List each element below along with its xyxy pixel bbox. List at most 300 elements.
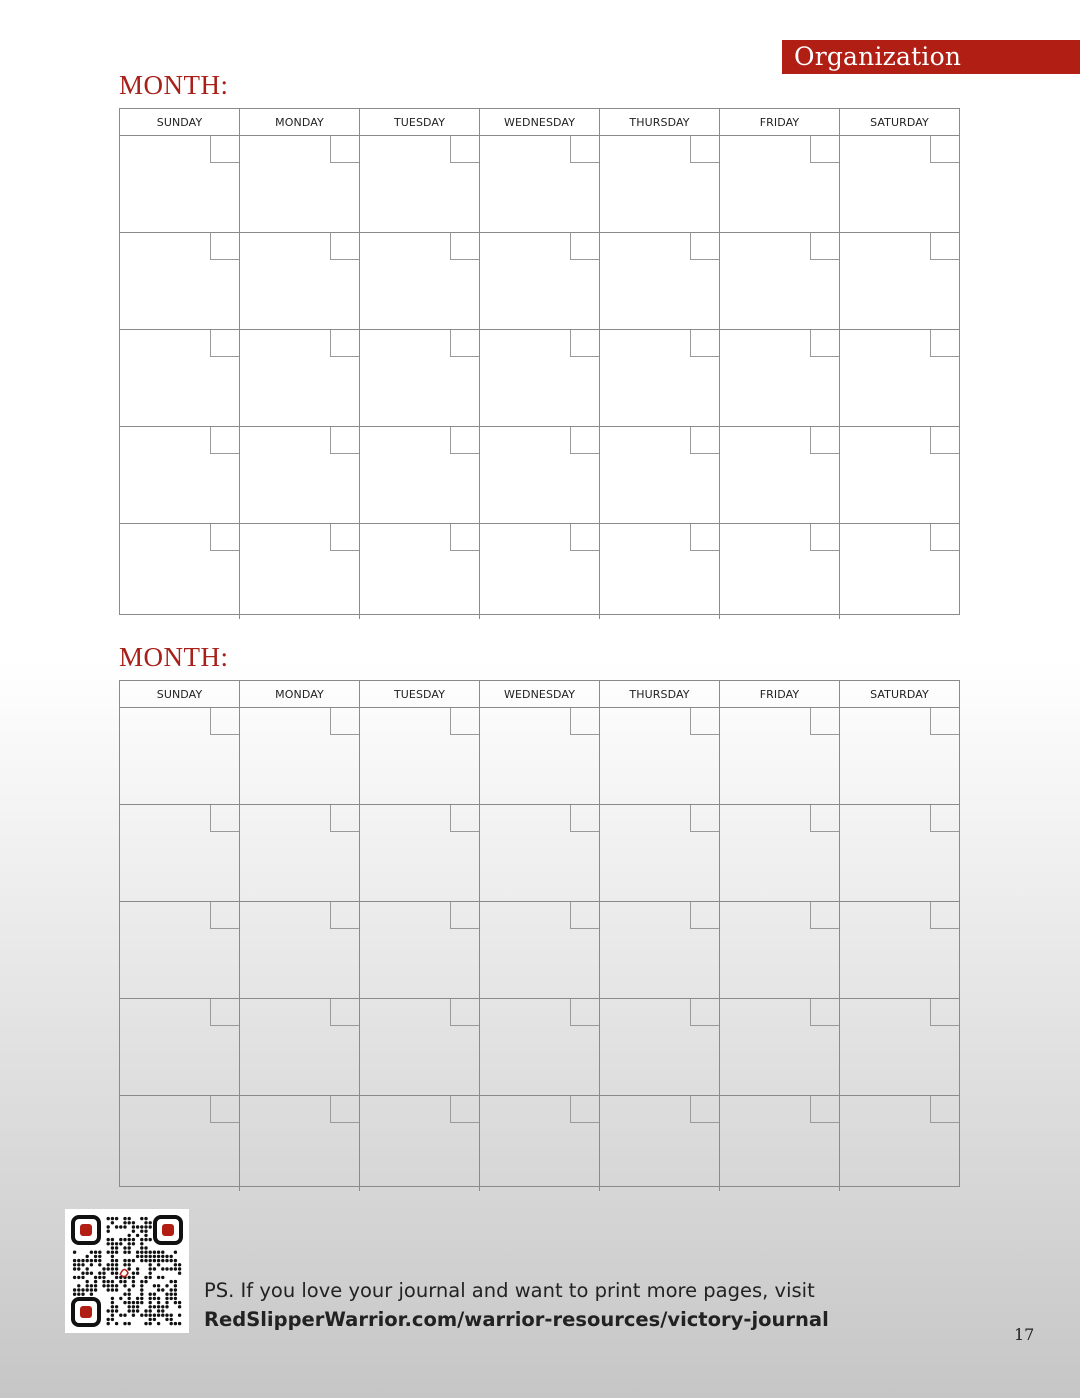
qr-module (140, 1280, 143, 1283)
qr-module (136, 1301, 139, 1304)
day-cell[interactable] (720, 136, 840, 232)
qr-module (73, 1288, 76, 1291)
day-cell[interactable] (240, 1096, 360, 1191)
date-number-box[interactable] (450, 708, 479, 735)
journal-url-link[interactable]: RedSlipperWarrior.com/warrior-resources/victory-journal (204, 1308, 829, 1331)
day-cell[interactable] (240, 330, 360, 426)
date-number-box[interactable] (570, 524, 599, 551)
day-cell[interactable] (240, 427, 360, 523)
qr-module (111, 1272, 114, 1275)
day-cell[interactable] (240, 524, 360, 619)
date-number-box[interactable] (210, 136, 239, 163)
day-cell[interactable] (120, 524, 240, 619)
date-number-box[interactable] (330, 330, 359, 357)
qr-module (161, 1276, 164, 1279)
qr-module (170, 1259, 173, 1262)
date-number-box[interactable] (810, 708, 839, 735)
qr-module (81, 1288, 84, 1291)
date-number-box[interactable] (930, 902, 959, 929)
week-row (120, 999, 959, 1096)
date-number-box[interactable] (930, 1096, 959, 1123)
qr-module (140, 1217, 143, 1220)
date-number-box[interactable] (930, 999, 959, 1026)
qr-module (153, 1305, 156, 1308)
date-number-box[interactable] (690, 136, 719, 163)
date-number-box[interactable] (570, 902, 599, 929)
date-number-box[interactable] (930, 524, 959, 551)
qr-module (165, 1293, 168, 1296)
qr-module (128, 1297, 131, 1300)
day-cell[interactable] (360, 999, 480, 1095)
day-cell[interactable] (120, 902, 240, 998)
day-cell[interactable] (840, 136, 959, 232)
day-cell[interactable] (240, 233, 360, 329)
qr-module (170, 1267, 173, 1270)
qr-module (153, 1297, 156, 1300)
day-cell[interactable] (480, 805, 600, 901)
qr-module (128, 1305, 131, 1308)
qr-module (107, 1318, 110, 1321)
qr-module (111, 1309, 114, 1312)
day-cell[interactable] (840, 330, 959, 426)
qr-module (157, 1322, 160, 1325)
date-number-box[interactable] (570, 1096, 599, 1123)
day-cell[interactable] (840, 524, 959, 619)
qr-module (128, 1238, 131, 1241)
qr-module (132, 1280, 135, 1283)
day-cell[interactable] (720, 708, 840, 804)
day-cell[interactable] (840, 1096, 959, 1191)
qr-module (73, 1293, 76, 1296)
qr-module (149, 1238, 152, 1241)
date-number-box[interactable] (210, 999, 239, 1026)
month-label: MONTH: (119, 70, 229, 100)
qr-module (111, 1242, 114, 1245)
qr-module (132, 1301, 135, 1304)
qr-module (153, 1284, 156, 1287)
qr-module (132, 1225, 135, 1228)
qr-module (102, 1276, 105, 1279)
qr-module (107, 1280, 110, 1283)
qr-module (81, 1293, 84, 1296)
day-cell[interactable] (120, 233, 240, 329)
day-cell[interactable] (120, 136, 240, 232)
date-number-box[interactable] (210, 902, 239, 929)
qr-module (153, 1255, 156, 1258)
week-row (120, 902, 959, 999)
day-cell[interactable] (480, 999, 600, 1095)
qr-module (132, 1314, 135, 1317)
date-number-box[interactable] (330, 1096, 359, 1123)
day-cell[interactable] (720, 330, 840, 426)
day-cell[interactable] (720, 902, 840, 998)
day-cell[interactable] (720, 524, 840, 619)
day-header: FRIDAY (720, 109, 840, 135)
qr-module (77, 1267, 80, 1270)
qr-code-icon (65, 1209, 189, 1333)
day-header: FRIDAY (720, 681, 840, 707)
qr-module (140, 1284, 143, 1287)
qr-module (178, 1272, 181, 1275)
day-cell[interactable] (120, 330, 240, 426)
day-cell[interactable] (120, 999, 240, 1095)
date-number-box[interactable] (930, 805, 959, 832)
day-cell[interactable] (600, 330, 720, 426)
day-cell[interactable] (360, 524, 480, 619)
date-number-box[interactable] (450, 805, 479, 832)
date-number-box[interactable] (810, 427, 839, 454)
date-number-box[interactable] (810, 136, 839, 163)
qr-module (157, 1263, 160, 1266)
day-cell[interactable] (120, 805, 240, 901)
date-number-box[interactable] (450, 524, 479, 551)
qr-module (107, 1238, 110, 1241)
day-cell[interactable] (840, 708, 959, 804)
qr-module (140, 1301, 143, 1304)
qr-module (123, 1251, 126, 1254)
date-number-box[interactable] (690, 233, 719, 260)
qr-module (111, 1284, 114, 1287)
qr-module (140, 1255, 143, 1258)
date-number-box[interactable] (210, 524, 239, 551)
section-tab: Organization (782, 40, 1080, 74)
qr-module (115, 1217, 118, 1220)
qr-module (165, 1314, 168, 1317)
day-cell[interactable] (720, 1096, 840, 1191)
qr-module (94, 1280, 97, 1283)
qr-module (115, 1263, 118, 1266)
day-cell[interactable] (600, 999, 720, 1095)
month-label: MONTH: (119, 642, 229, 672)
qr-module (111, 1288, 114, 1291)
qr-module (90, 1251, 93, 1254)
qr-module (73, 1267, 76, 1270)
qr-module (144, 1238, 147, 1241)
qr-module (98, 1259, 101, 1262)
day-cell[interactable] (840, 233, 959, 329)
qr-module (115, 1322, 118, 1325)
date-number-box[interactable] (450, 136, 479, 163)
qr-module (140, 1293, 143, 1296)
day-cell[interactable] (360, 1096, 480, 1191)
qr-module (98, 1255, 101, 1258)
qr-module (132, 1242, 135, 1245)
qr-module (144, 1225, 147, 1228)
qr-module (77, 1284, 80, 1287)
date-number-box[interactable] (930, 427, 959, 454)
qr-module (123, 1225, 126, 1228)
qr-module (149, 1309, 152, 1312)
qr-module (149, 1318, 152, 1321)
day-cell[interactable] (480, 330, 600, 426)
qr-module (98, 1272, 101, 1275)
qr-module (119, 1314, 122, 1317)
day-cell[interactable] (120, 1096, 240, 1191)
date-number-box[interactable] (450, 1096, 479, 1123)
date-number-box[interactable] (330, 233, 359, 260)
date-number-box[interactable] (330, 427, 359, 454)
date-number-box[interactable] (450, 330, 479, 357)
qr-module (140, 1230, 143, 1233)
qr-module (107, 1284, 110, 1287)
qr-module (157, 1297, 160, 1300)
day-cell[interactable] (840, 805, 959, 901)
qr-module (86, 1255, 89, 1258)
qr-module (144, 1322, 147, 1325)
qr-module (102, 1272, 105, 1275)
date-number-box[interactable] (330, 999, 359, 1026)
day-cell[interactable] (600, 708, 720, 804)
date-number-box[interactable] (690, 427, 719, 454)
date-number-box[interactable] (930, 708, 959, 735)
qr-module (123, 1263, 126, 1266)
date-number-box[interactable] (690, 805, 719, 832)
date-number-box[interactable] (210, 233, 239, 260)
qr-module (140, 1259, 143, 1262)
qr-module (128, 1288, 131, 1291)
date-number-box[interactable] (450, 427, 479, 454)
qr-module (73, 1276, 76, 1279)
qr-module (149, 1272, 152, 1275)
date-number-box[interactable] (930, 136, 959, 163)
qr-module (128, 1246, 131, 1249)
day-header-row (120, 681, 959, 708)
day-cell[interactable] (480, 524, 600, 619)
day-cell[interactable] (480, 427, 600, 523)
date-number-box[interactable] (210, 330, 239, 357)
week-row (120, 427, 959, 524)
qr-module (94, 1284, 97, 1287)
qr-module (86, 1267, 89, 1270)
qr-module (123, 1301, 126, 1304)
date-number-box[interactable] (570, 233, 599, 260)
day-cell[interactable] (360, 233, 480, 329)
day-cell[interactable] (240, 999, 360, 1095)
date-number-box[interactable] (330, 708, 359, 735)
day-cell[interactable] (600, 427, 720, 523)
qr-module (90, 1259, 93, 1262)
date-number-box[interactable] (690, 524, 719, 551)
qr-module (140, 1251, 143, 1254)
day-cell[interactable] (600, 524, 720, 619)
qr-module (144, 1217, 147, 1220)
day-cell[interactable] (360, 427, 480, 523)
qr-module (77, 1263, 80, 1266)
qr-module (136, 1267, 139, 1270)
day-cell[interactable] (360, 805, 480, 901)
date-number-box[interactable] (810, 330, 839, 357)
qr-module (132, 1238, 135, 1241)
qr-module (94, 1251, 97, 1254)
date-number-box[interactable] (330, 902, 359, 929)
date-number-box[interactable] (810, 1096, 839, 1123)
qr-module (107, 1309, 110, 1312)
qr-module (157, 1305, 160, 1308)
qr-module (165, 1284, 168, 1287)
qr-module (111, 1263, 114, 1266)
date-number-box[interactable] (570, 136, 599, 163)
qr-module (128, 1267, 131, 1270)
qr-module (157, 1314, 160, 1317)
date-number-box[interactable] (210, 805, 239, 832)
qr-module (119, 1242, 122, 1245)
qr-module (111, 1217, 114, 1220)
qr-module (136, 1272, 139, 1275)
date-number-box[interactable] (810, 805, 839, 832)
qr-module (128, 1242, 131, 1245)
qr-module (174, 1301, 177, 1304)
qr-module (140, 1238, 143, 1241)
qr-module (86, 1280, 89, 1283)
qr-module (153, 1251, 156, 1254)
qr-module (157, 1251, 160, 1254)
day-cell[interactable] (240, 902, 360, 998)
qr-module (136, 1309, 139, 1312)
qr-module (174, 1284, 177, 1287)
qr-module (73, 1259, 76, 1262)
qr-module (149, 1297, 152, 1300)
qr-module (123, 1217, 126, 1220)
date-number-box[interactable] (690, 330, 719, 357)
qr-module (123, 1259, 126, 1262)
qr-module (115, 1284, 118, 1287)
day-cell[interactable] (360, 330, 480, 426)
qr-module (132, 1221, 135, 1224)
qr-module (119, 1225, 122, 1228)
day-cell[interactable] (480, 136, 600, 232)
qr-module (90, 1288, 93, 1291)
date-number-box[interactable] (570, 999, 599, 1026)
qr-module (178, 1314, 181, 1317)
qr-module (90, 1263, 93, 1266)
day-header: TUESDAY (360, 109, 480, 135)
qr-module (149, 1263, 152, 1266)
day-cell[interactable] (600, 136, 720, 232)
date-number-box[interactable] (810, 999, 839, 1026)
date-number-box[interactable] (570, 330, 599, 357)
qr-module (144, 1276, 147, 1279)
qr-module (132, 1305, 135, 1308)
day-cell[interactable] (480, 233, 600, 329)
date-number-box[interactable] (930, 233, 959, 260)
date-number-box[interactable] (930, 330, 959, 357)
qr-module (136, 1251, 139, 1254)
day-cell[interactable] (600, 805, 720, 901)
date-number-box[interactable] (450, 999, 479, 1026)
date-number-box[interactable] (210, 708, 239, 735)
qr-module (98, 1276, 101, 1279)
date-number-box[interactable] (210, 427, 239, 454)
day-cell[interactable] (240, 805, 360, 901)
qr-module (153, 1259, 156, 1262)
day-cell[interactable] (120, 708, 240, 804)
qr-module (115, 1305, 118, 1308)
week-row (120, 136, 959, 233)
day-cell[interactable] (600, 233, 720, 329)
date-number-box[interactable] (690, 999, 719, 1026)
date-number-box[interactable] (210, 1096, 239, 1123)
qr-module (170, 1280, 173, 1283)
qr-module (165, 1297, 168, 1300)
date-number-box[interactable] (450, 233, 479, 260)
date-number-box[interactable] (810, 233, 839, 260)
qr-module (81, 1263, 84, 1266)
qr-module (81, 1259, 84, 1262)
qr-module (111, 1314, 114, 1317)
date-number-box[interactable] (570, 708, 599, 735)
qr-module (136, 1297, 139, 1300)
day-cell[interactable] (360, 708, 480, 804)
day-cell[interactable] (720, 805, 840, 901)
day-cell[interactable] (840, 427, 959, 523)
day-cell[interactable] (480, 708, 600, 804)
date-number-box[interactable] (810, 902, 839, 929)
day-cell[interactable] (480, 902, 600, 998)
qr-module (123, 1284, 126, 1287)
date-number-box[interactable] (450, 902, 479, 929)
day-cell[interactable] (240, 136, 360, 232)
day-cell[interactable] (720, 999, 840, 1095)
day-cell[interactable] (480, 1096, 600, 1191)
qr-module (153, 1267, 156, 1270)
qr-module (107, 1230, 110, 1233)
qr-module (174, 1259, 177, 1262)
qr-module (149, 1225, 152, 1228)
day-cell[interactable] (720, 427, 840, 523)
day-header: MONDAY (240, 681, 360, 707)
week-row (120, 330, 959, 427)
day-cell[interactable] (720, 233, 840, 329)
day-cell[interactable] (840, 999, 959, 1095)
qr-module (86, 1272, 89, 1275)
qr-module (98, 1251, 101, 1254)
date-number-box[interactable] (690, 902, 719, 929)
day-cell[interactable] (600, 1096, 720, 1191)
qr-module (81, 1272, 84, 1275)
date-number-box[interactable] (570, 805, 599, 832)
date-number-box[interactable] (330, 136, 359, 163)
qr-module (111, 1255, 114, 1258)
day-cell[interactable] (360, 136, 480, 232)
day-header: TUESDAY (360, 681, 480, 707)
qr-module (161, 1259, 164, 1262)
day-cell[interactable] (360, 902, 480, 998)
day-cell[interactable] (120, 427, 240, 523)
qr-module (153, 1293, 156, 1296)
date-number-box[interactable] (570, 427, 599, 454)
qr-module (161, 1255, 164, 1258)
date-number-box[interactable] (690, 708, 719, 735)
qr-module (165, 1259, 168, 1262)
qr-module (128, 1221, 131, 1224)
qr-module (153, 1318, 156, 1321)
date-number-box[interactable] (330, 524, 359, 551)
qr-module (81, 1276, 84, 1279)
qr-module (144, 1221, 147, 1224)
day-cell[interactable] (600, 902, 720, 998)
week-row (120, 233, 959, 330)
qr-module (86, 1288, 89, 1291)
day-cell[interactable] (840, 902, 959, 998)
qr-module (136, 1225, 139, 1228)
date-number-box[interactable] (690, 1096, 719, 1123)
date-number-box[interactable] (330, 805, 359, 832)
date-number-box[interactable] (810, 524, 839, 551)
qr-module (128, 1301, 131, 1304)
week-rows (120, 708, 959, 1191)
qr-module (128, 1251, 131, 1254)
day-cell[interactable] (240, 708, 360, 804)
